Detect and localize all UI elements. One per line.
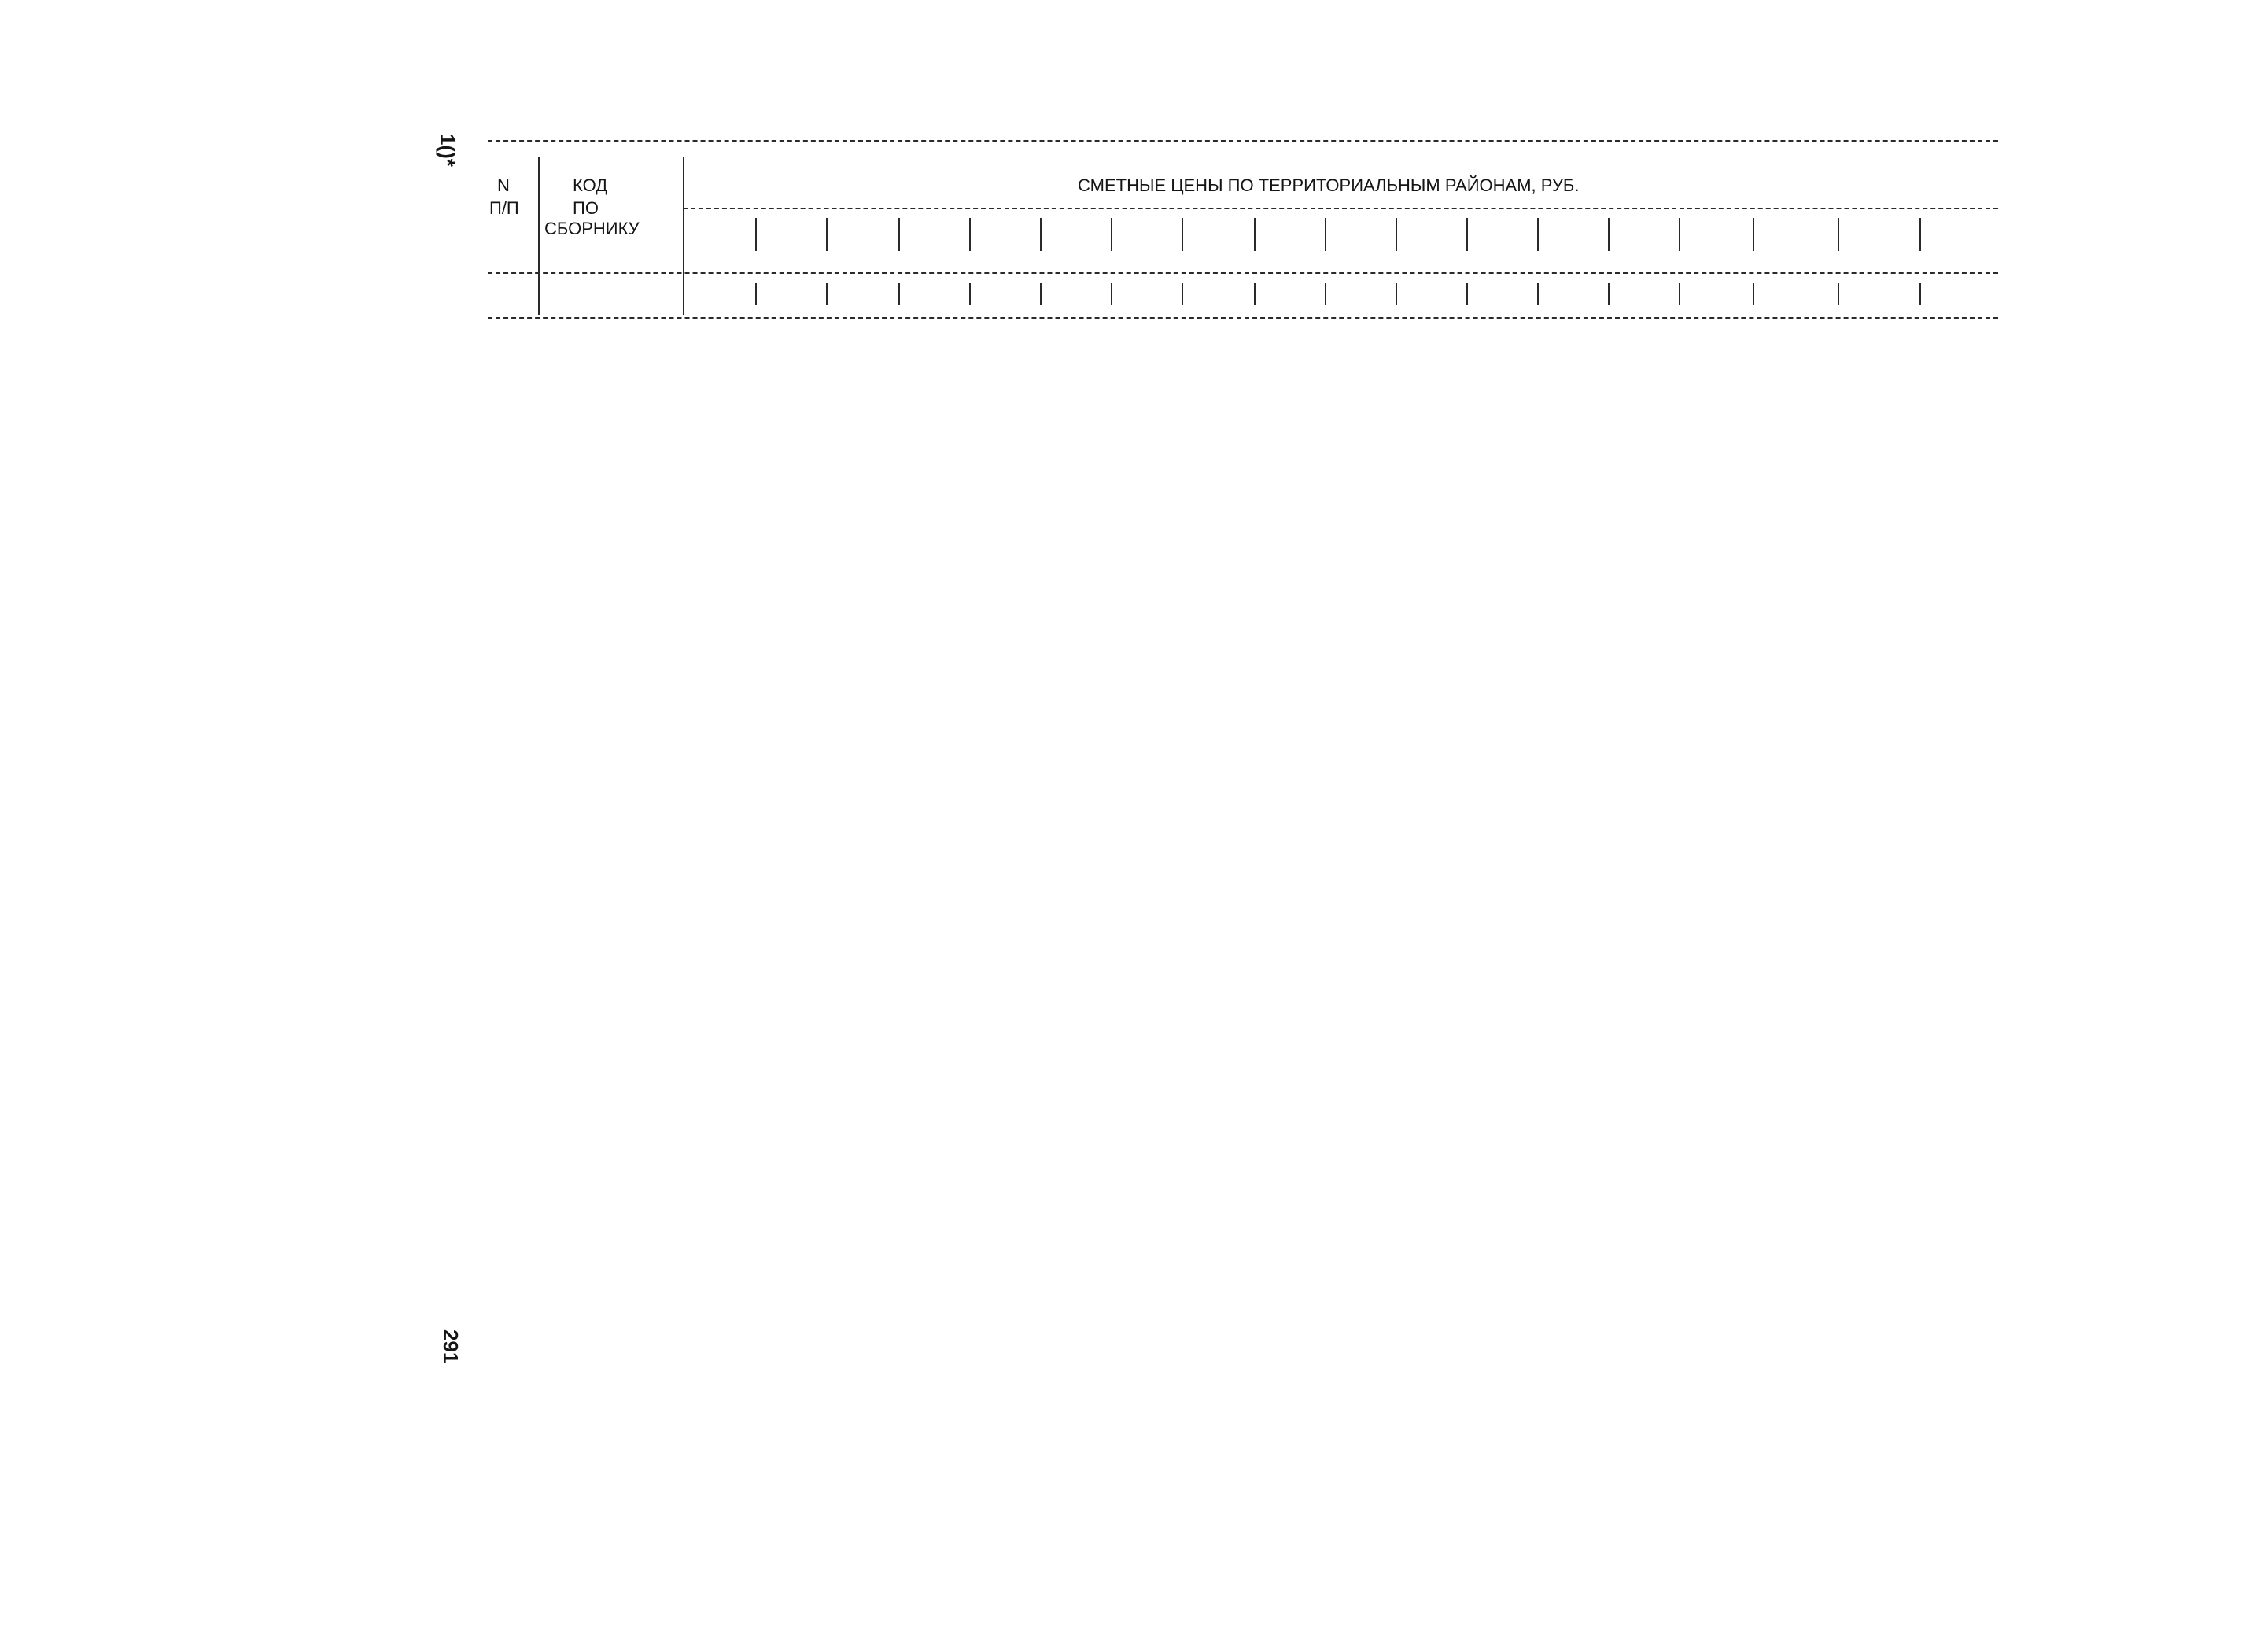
column-divider xyxy=(826,283,828,305)
column-divider xyxy=(1679,218,1680,251)
table-rule xyxy=(488,317,1998,319)
column-divider xyxy=(1111,283,1112,305)
column-divider xyxy=(1325,218,1326,251)
page-number: 291 xyxy=(439,1329,463,1364)
header-col-code-2: ПО xyxy=(573,198,599,218)
column-divider xyxy=(683,157,684,315)
column-divider xyxy=(1254,283,1256,305)
column-divider xyxy=(1679,283,1680,305)
column-divider xyxy=(538,157,540,315)
column-divider xyxy=(969,218,971,251)
table-rule xyxy=(488,140,1998,142)
column-divider xyxy=(1111,218,1112,251)
side-mark: 1()* xyxy=(436,134,459,167)
column-divider xyxy=(1919,218,1921,251)
header-col-code-1: КОД xyxy=(573,175,608,195)
column-divider xyxy=(898,218,900,251)
column-divider xyxy=(1466,218,1468,251)
column-divider xyxy=(1753,283,1754,305)
column-divider xyxy=(1182,218,1183,251)
column-divider xyxy=(1838,283,1839,305)
header-col-code-3: СБОРНИКУ xyxy=(544,219,640,238)
header-col-pp: П/П xyxy=(489,198,519,218)
column-divider xyxy=(1325,283,1326,305)
column-divider xyxy=(1182,283,1183,305)
column-divider xyxy=(755,218,757,251)
column-divider xyxy=(969,283,971,305)
header-col-n: N xyxy=(497,175,510,195)
column-divider xyxy=(1466,283,1468,305)
header-title: СМЕТНЫЕ ЦЕНЫ ПО ТЕРРИТОРИАЛЬНЫМ РАЙОНАМ, РУБ. xyxy=(1078,175,1580,195)
table-rule xyxy=(683,208,1998,209)
column-divider xyxy=(1040,218,1042,251)
column-divider xyxy=(1537,283,1539,305)
column-divider xyxy=(1040,283,1042,305)
column-divider xyxy=(1838,218,1839,251)
column-divider xyxy=(826,218,828,251)
column-divider xyxy=(1396,283,1397,305)
column-divider xyxy=(1753,218,1754,251)
column-divider xyxy=(898,283,900,305)
column-divider xyxy=(1919,283,1921,305)
table-rule xyxy=(488,272,1998,274)
column-divider xyxy=(755,283,757,305)
column-divider xyxy=(1608,218,1610,251)
column-divider xyxy=(1396,218,1397,251)
column-divider xyxy=(1254,218,1256,251)
column-divider xyxy=(1608,283,1610,305)
column-divider xyxy=(1537,218,1539,251)
